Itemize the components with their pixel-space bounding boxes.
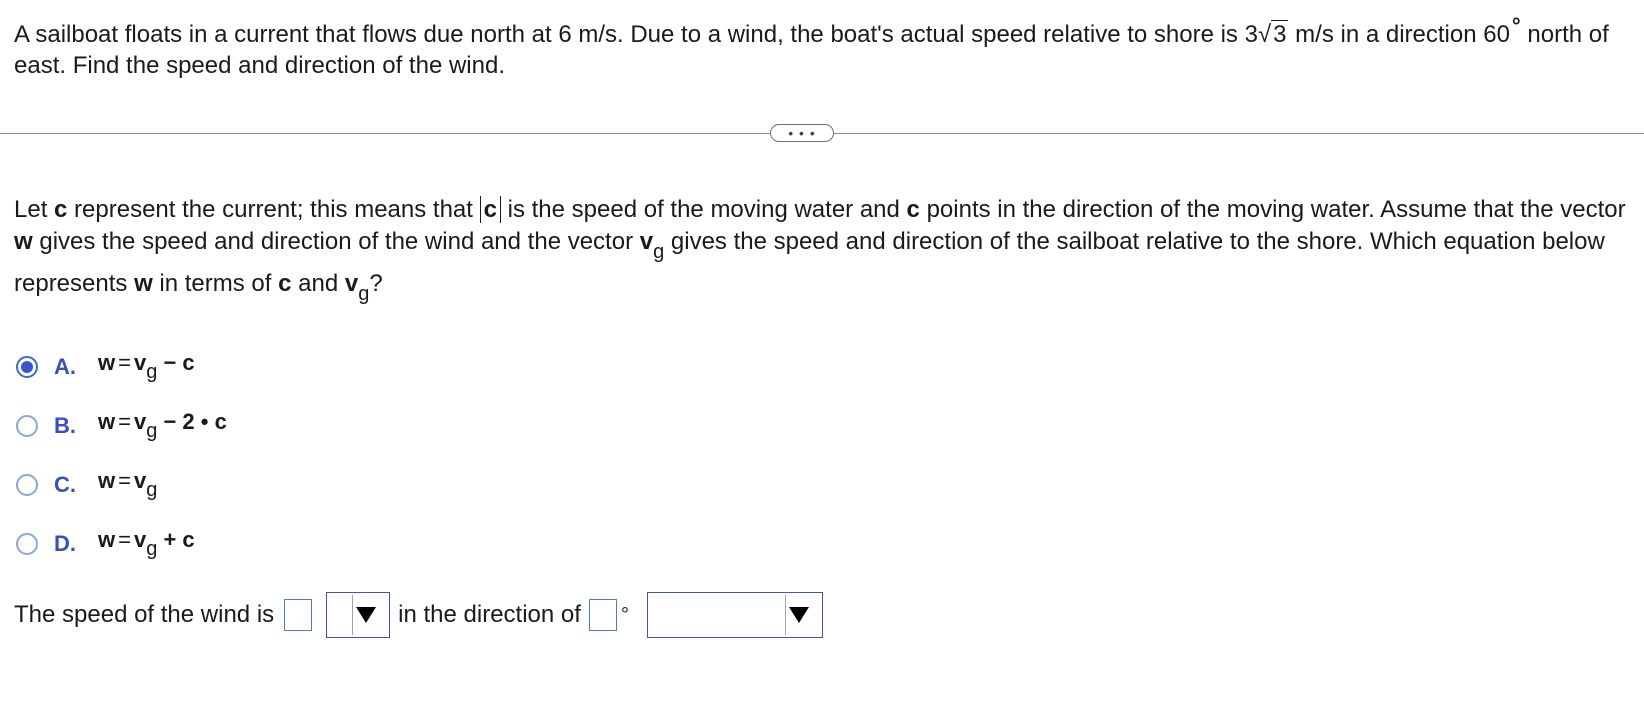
q-text: gives the speed and direction of the sailboat relative to the shore. Which equation below represents	[14, 228, 1605, 297]
dropdown-arrow-box	[352, 595, 387, 635]
degree-symbol: °	[1511, 13, 1521, 38]
speed-units-dropdown[interactable]	[326, 592, 390, 638]
radio-option-a[interactable]	[16, 356, 38, 378]
question-text	[14, 194, 1634, 310]
q-text: points in the direction of the moving water. Assume that the vector	[919, 196, 1626, 223]
q-text: gives the speed and direction of the wind and the vector	[32, 228, 640, 255]
wind-speed-input[interactable]	[284, 599, 312, 631]
option-formula	[98, 527, 195, 561]
formula-lhs: w	[98, 350, 116, 375]
vector-v: v	[639, 228, 654, 255]
formula-v: v	[133, 409, 147, 434]
vector-c: c	[906, 196, 920, 223]
formula-rest: + c	[157, 527, 195, 552]
answer-row	[14, 595, 831, 635]
option-c[interactable]	[16, 468, 157, 502]
option-d[interactable]	[16, 527, 195, 561]
problem-text-part2: m/s in a direction 60	[1288, 21, 1510, 48]
q-text: in terms of	[152, 270, 279, 297]
answer-lead-text: The speed of the wind is	[14, 601, 275, 628]
direction-dropdown[interactable]	[647, 592, 823, 638]
sqrt-symbol: √3	[1257, 21, 1287, 48]
radio-option-b[interactable]	[16, 415, 38, 437]
degree-symbol: °	[620, 603, 629, 626]
formula-v: v	[133, 527, 147, 552]
problem-text-part3: north of east. Find the speed and direction of the wind.	[14, 21, 1609, 79]
formula-rest: − c	[157, 350, 195, 375]
radio-option-d[interactable]	[16, 533, 38, 555]
formula-eq: =	[118, 468, 131, 493]
magnitude-c: c	[480, 196, 501, 223]
subscript-g: g	[653, 241, 665, 263]
option-letter: A.	[54, 354, 76, 379]
wind-direction-input[interactable]	[589, 599, 617, 631]
q-text: ?	[369, 270, 383, 297]
option-formula	[98, 468, 157, 502]
vector-v: v	[344, 270, 359, 297]
vector-vg	[639, 228, 665, 263]
formula-v: v	[133, 350, 147, 375]
option-formula	[98, 350, 195, 384]
q-text: represent the current; this means that	[67, 196, 480, 223]
expand-more-button[interactable]: • • •	[770, 124, 834, 142]
radio-option-c[interactable]	[16, 474, 38, 496]
vector-c: c	[278, 270, 292, 297]
option-letter: B.	[54, 413, 76, 438]
option-letter: D.	[54, 531, 76, 556]
formula-lhs: w	[98, 468, 116, 493]
answer-mid-text: in the direction of	[398, 601, 581, 628]
sqrt-radicand: 3	[1273, 21, 1287, 48]
formula-sub: g	[146, 420, 158, 442]
vector-w: w	[134, 270, 153, 297]
vector-w: w	[14, 228, 33, 255]
formula-rest: − 2 • c	[157, 409, 227, 434]
formula-eq: =	[118, 409, 131, 434]
option-b[interactable]	[16, 409, 227, 443]
formula-v: v	[133, 468, 147, 493]
option-formula	[98, 409, 227, 443]
option-letter: C.	[54, 472, 76, 497]
chevron-down-icon	[789, 607, 809, 623]
subscript-g: g	[358, 283, 370, 305]
vector-vg	[344, 270, 370, 305]
dropdown-arrow-box	[785, 595, 820, 635]
formula-eq: =	[118, 350, 131, 375]
q-text: Let	[14, 196, 55, 223]
option-a[interactable]	[16, 350, 195, 384]
chevron-down-icon	[356, 607, 376, 623]
q-text: is the speed of the moving water and	[500, 196, 907, 223]
formula-eq: =	[118, 527, 131, 552]
formula-sub: g	[146, 361, 158, 383]
vector-c: c	[54, 196, 68, 223]
formula-sub: g	[146, 538, 158, 560]
problem-statement	[14, 10, 1634, 81]
formula-lhs: w	[98, 527, 116, 552]
q-text: and	[291, 270, 345, 297]
formula-lhs: w	[98, 409, 116, 434]
problem-text-part1: A sailboat floats in a current that flows due north at 6 m/s. Due to a wind, the boat's actual speed relative to shore is 3	[14, 21, 1258, 48]
formula-sub: g	[146, 479, 158, 501]
